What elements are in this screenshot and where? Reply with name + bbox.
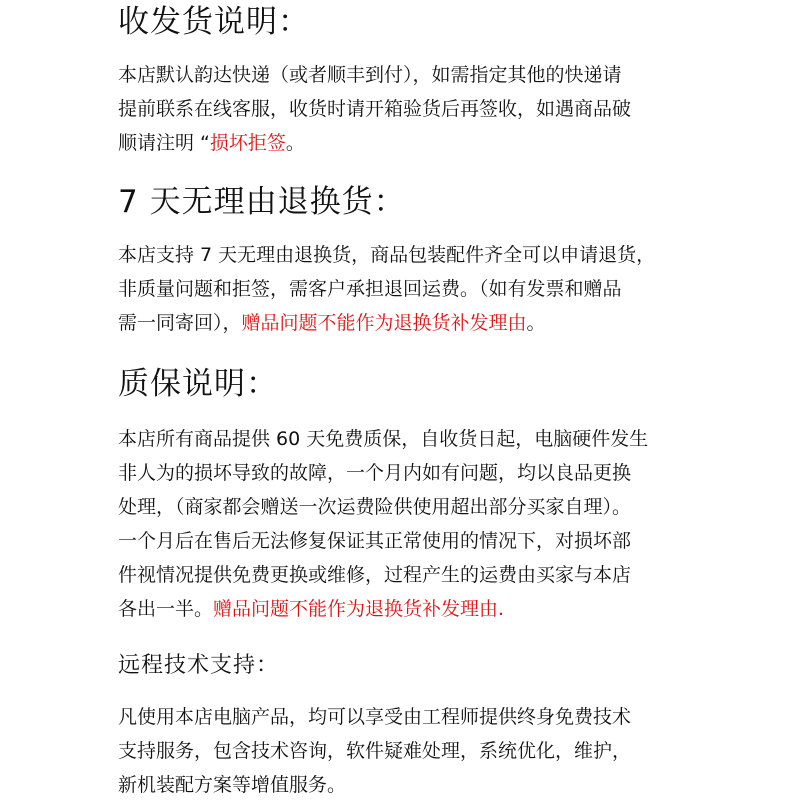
section-body-returns	[118, 238, 655, 340]
section-heading-warranty: 质保说明：	[118, 366, 278, 402]
body-line	[118, 126, 631, 160]
body-line: 凡使用本店电脑产品，均可以享受由工程师提供终身免费技术	[118, 706, 632, 728]
line-tail: 。	[526, 312, 546, 334]
highlight-text: 赠品问题不能作为退换货补发理由.	[213, 598, 505, 620]
body-line: 件视情况提供免费更换或维修，过程产生的运费由买家与本店	[118, 564, 632, 586]
line-text: 顺请注明 “	[118, 132, 210, 154]
section-heading-tech-support: 远程技术支持：	[118, 653, 280, 678]
body-line: 本店默认韵达快递（或者顺丰到付），如需指定其他的快递请	[118, 64, 622, 86]
body-line: 非人为的损坏导致的故障，一个月内如有问题，均以良品更换	[118, 462, 632, 484]
body-line: 非质量问题和拒签，需客户承担退回运费。（如有发票和赠品	[118, 278, 622, 300]
body-line: 支持服务，包含技术咨询，软件疑难处理，系统优化，维护，	[118, 740, 632, 762]
body-line: 提前联系在线客服，收货时请开箱验货后再签收，如遇商品破	[118, 98, 632, 120]
line-tail: 。	[285, 132, 305, 154]
section-heading-returns: 7 天无理由退换货：	[118, 184, 406, 220]
body-line: 一个月后在售后无法修复保证其正常使用的情况下，对损坏部	[118, 530, 632, 552]
body-line: 本店支持 7 天无理由退换货，商品包装配件齐全可以申请退货，	[118, 244, 656, 266]
section-body-shipping	[118, 58, 631, 160]
body-line: 新机装配方案等增值服务。	[118, 774, 347, 796]
section-body-warranty	[118, 422, 648, 626]
line-text: 各出一半。	[118, 598, 214, 620]
body-line: 处理，（商家都会赠送一次运费险供使用超出部分买家自理）。	[118, 496, 632, 518]
body-line: 本店所有商品提供 60 天免费质保，自收货日起，电脑硬件发生	[118, 428, 649, 450]
body-line	[118, 306, 655, 340]
section-body-tech-support	[118, 700, 631, 802]
section-heading-shipping: 收发货说明：	[118, 4, 310, 40]
highlight-text: 损坏拒签	[209, 132, 286, 154]
body-line	[118, 592, 648, 626]
highlight-text: 赠品问题不能作为退换货补发理由	[241, 312, 527, 334]
line-text: 需一同寄回），	[118, 312, 242, 334]
